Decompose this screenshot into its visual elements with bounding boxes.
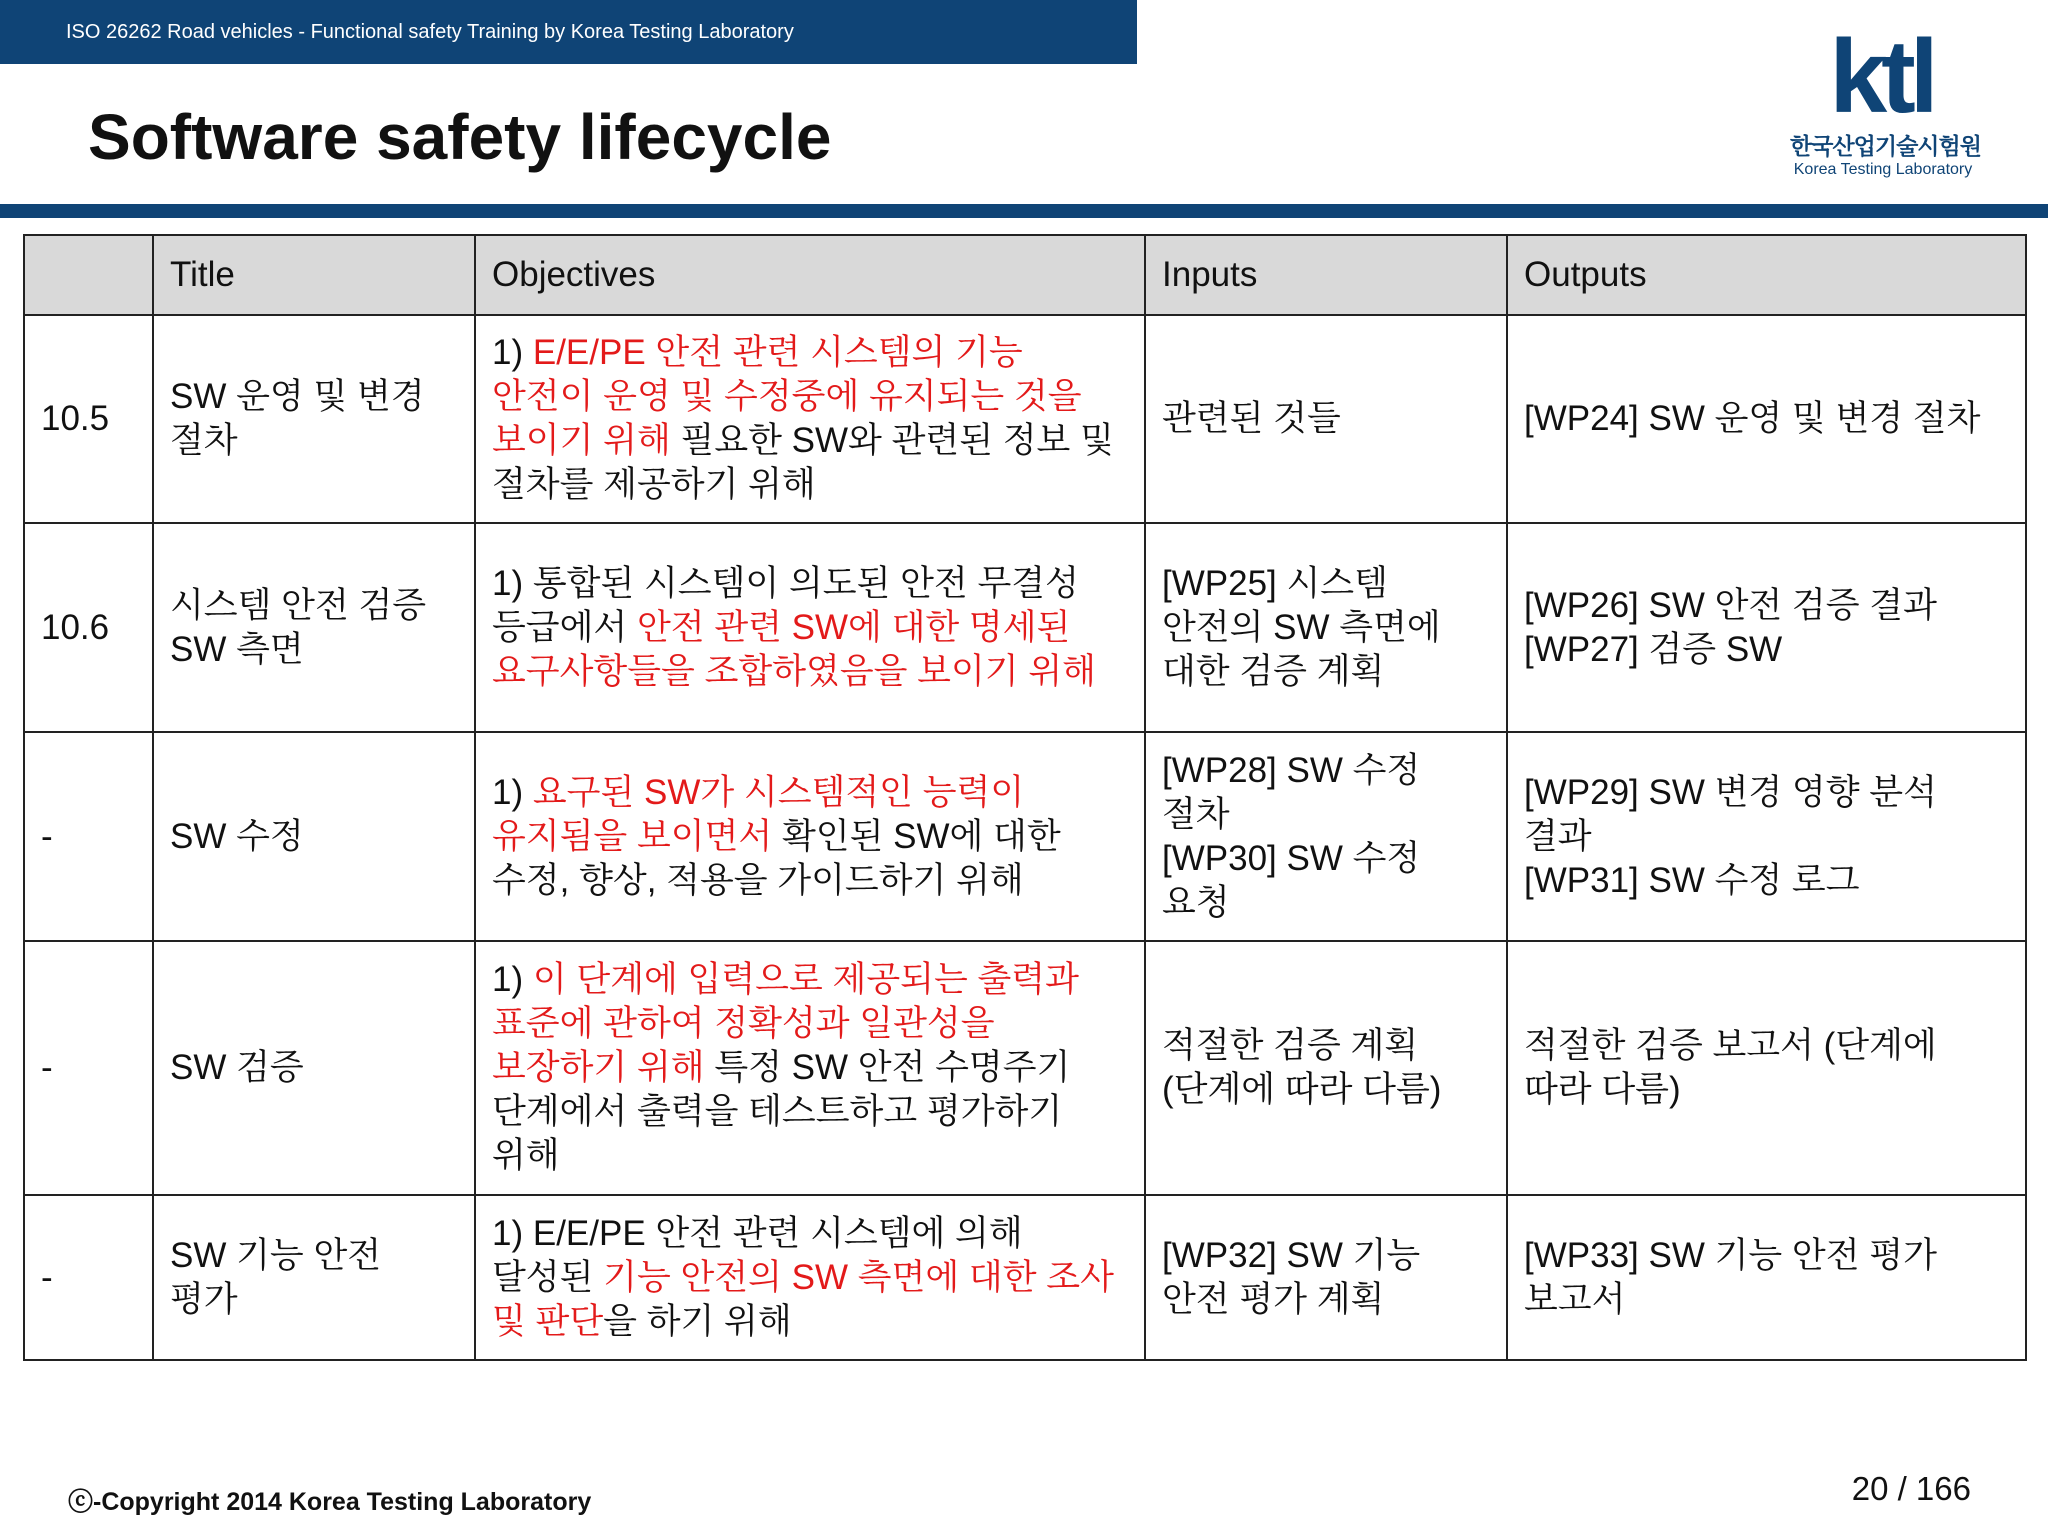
table-row <box>24 523 2026 732</box>
objective-text: 1) <box>492 772 533 812</box>
objective-text: 1) <box>492 960 533 999</box>
table-row <box>24 1195 2026 1360</box>
input-item: [WP32] SW 기능 안전 평가 계획 <box>1162 1235 1421 1319</box>
cell-inputs <box>1145 1195 1507 1360</box>
output-item: [WP29] SW 변경 영향 분석 결과 <box>1524 772 1937 856</box>
cell-title: SW 운영 및 변경 절차 <box>153 315 475 523</box>
input-item: [WP30] SW 수정 요청 <box>1162 838 1421 922</box>
cell-clause: - <box>24 941 153 1195</box>
table-header-row <box>24 235 2026 315</box>
ktl-logo-mark <box>1786 28 1976 122</box>
cell-title: 시스템 안전 검증 SW 측면 <box>153 523 475 732</box>
input-item: [WP28] SW 수정 절차 <box>1162 750 1421 834</box>
footer-copyright: ⓒ-Copyright 2014 Korea Testing Laboratory <box>68 1488 592 1516</box>
cell-outputs <box>1507 523 2026 732</box>
cell-outputs <box>1507 732 2026 941</box>
cell-title: SW 기능 안전 평가 <box>153 1195 475 1360</box>
objective-text: 1) E/E/PE 안전 관련 시스템에 의해 달성된 <box>492 1213 1023 1297</box>
cell-inputs <box>1145 523 1507 732</box>
input-item: 적절한 검증 계획 (단계에 따라 다름) <box>1162 1026 1442 1109</box>
logo-mark-text: ktl <box>1829 28 1933 122</box>
cell-title: SW 수정 <box>153 732 475 941</box>
header-objectives: Objectives <box>475 235 1145 315</box>
cell-objectives <box>475 523 1145 732</box>
cell-inputs <box>1145 732 1507 941</box>
cell-clause: - <box>24 732 153 941</box>
objective-highlight: 이 단계에 입력으로 제공되는 출력과 표준에 관하여 정확성과 일관성을 보장하기 위해 <box>492 960 1079 1087</box>
objective-highlight: 안전 관련 SW에 대한 명세된 요구사항들을 조합하였음을 보이기 위해 <box>492 607 1096 691</box>
ktl-logo <box>1786 28 1981 188</box>
cell-objectives <box>475 315 1145 523</box>
header-clause <box>24 235 153 315</box>
lifecycle-table <box>23 234 2027 1361</box>
cell-outputs <box>1507 1195 2026 1360</box>
output-item: [WP27] 검증 SW <box>1524 629 1783 669</box>
logo-korean-name: 한국산업기술시험원 <box>1790 133 1981 159</box>
cell-clause: - <box>24 1195 153 1360</box>
cell-objectives <box>475 941 1145 1195</box>
cell-title: SW 검증 <box>153 941 475 1195</box>
objective-text: 필요한 SW와 관련된 정보 및 절차를 제공하기 위해 <box>492 421 1114 504</box>
output-item: [WP24] SW 운영 및 변경 절차 <box>1524 399 1981 438</box>
input-item: 관련된 것들 <box>1162 399 1341 438</box>
objective-text: 1) 통합된 시스템이 의도된 안전 무결성 등급에서 <box>492 563 1079 647</box>
objective-text: 특정 SW 안전 수명주기 단계에서 출력을 테스트하고 평가하기 위해 <box>492 1048 1071 1175</box>
objective-highlight: 요구된 SW가 시스템적인 능력이 유지됨을 보이면서 <box>492 772 1025 856</box>
input-item: [WP25] 시스템 안전의 SW 측면에 대한 검증 계획 <box>1162 563 1441 691</box>
objective-text: 확인된 SW에 대한 수정, 향상, 적용을 가이드하기 위해 <box>492 816 1061 900</box>
table-row <box>24 732 2026 941</box>
cell-objectives <box>475 1195 1145 1360</box>
cell-objectives <box>475 732 1145 941</box>
objective-text: 1) <box>492 333 533 372</box>
header-title: Title <box>153 235 475 315</box>
lifecycle-table-container <box>23 234 2025 1361</box>
page-number: 20 / 166 <box>1851 1470 1971 1507</box>
objective-text: 을 하기 위해 <box>603 1301 792 1341</box>
output-item: 적절한 검증 보고서 (단계에 따라 다름) <box>1524 1026 1937 1109</box>
objective-highlight: E/E/PE 안전 관련 시스템의 기능 안전이 운영 및 수정중에 유지되는 것을 보이기 위해 <box>492 333 1082 460</box>
output-item: [WP33] SW 기능 안전 평가 보고서 <box>1524 1235 1937 1319</box>
cell-inputs <box>1145 315 1507 523</box>
slide-title: Software safety lifecycle <box>88 101 832 173</box>
output-item: [WP31] SW 수정 로그 <box>1524 860 1860 900</box>
header-outputs: Outputs <box>1507 235 2026 315</box>
output-item: [WP26] SW 안전 검증 결과 <box>1524 585 1937 625</box>
table-row <box>24 315 2026 523</box>
objective-highlight: 기능 안전의 SW 측면에 대한 조사 및 판단 <box>492 1257 1114 1341</box>
table-row <box>24 941 2026 1195</box>
cell-outputs <box>1507 315 2026 523</box>
cell-outputs <box>1507 941 2026 1195</box>
cell-clause: 10.5 <box>24 315 153 523</box>
cell-inputs <box>1145 941 1507 1195</box>
title-divider <box>0 204 2048 218</box>
header-band: ISO 26262 Road vehicles - Functional safety Training by Korea Testing Laboratory <box>0 0 1137 64</box>
logo-english-name: Korea Testing Laboratory <box>1793 161 1973 178</box>
cell-clause: 10.6 <box>24 523 153 732</box>
header-inputs: Inputs <box>1145 235 1507 315</box>
